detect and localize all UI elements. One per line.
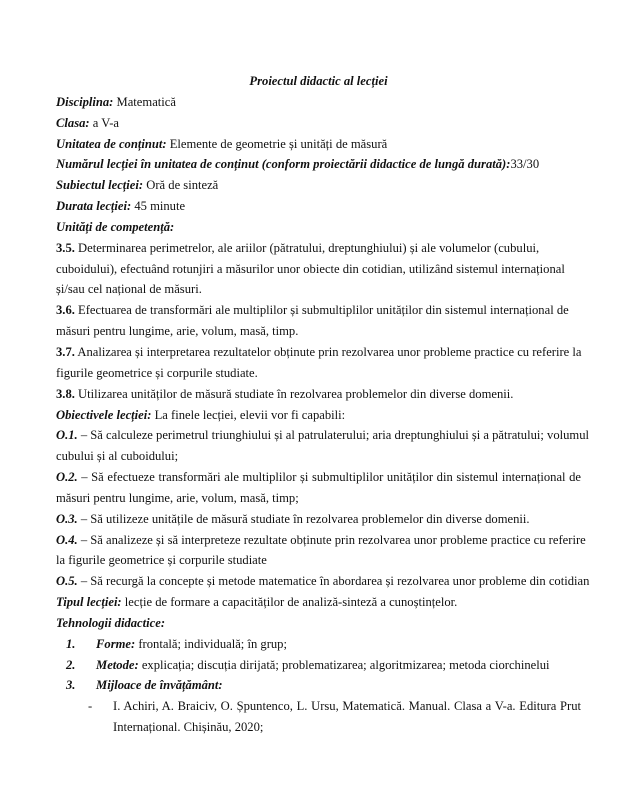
competente-text: Analizarea și interpretarea rezultatelor obținute prin rezolvarea unor probleme practice cu referire la xyxy=(74,344,582,359)
document-page xyxy=(56,71,590,738)
competente-heading: Unități de competență: xyxy=(56,219,175,234)
competente-text: cuboidului), efectuând rotunjiri a măsurilor unor obiecte din cotidian, utilizând sistemul internațional xyxy=(56,261,565,276)
field-value: a V-a xyxy=(89,115,119,130)
field-5 xyxy=(56,196,581,217)
document-title: Proiectul didactic al lecției xyxy=(249,74,388,88)
competente-number: 3.5. xyxy=(56,240,75,255)
field-value: 45 minute xyxy=(131,199,186,214)
competente-item-2-line-1 xyxy=(56,363,581,384)
item-label: Metode: xyxy=(96,657,139,672)
list-number: 3. xyxy=(66,678,76,693)
obiective-number: O.5. xyxy=(56,574,78,589)
obiective-text: – Să recurgă la concepte și metode matematice în abordarea și rezolvarea unor probleme din cotidian xyxy=(77,574,590,589)
field-1 xyxy=(56,113,581,134)
field-2 xyxy=(56,134,581,155)
item-label: Mijloace de învățământ: xyxy=(96,678,223,693)
item-label: Forme: xyxy=(96,636,136,651)
competente-text: și/sau cel național de măsuri. xyxy=(56,282,202,297)
field-value: Elemente de geometrie și unități de măsură xyxy=(166,136,388,151)
competente-item-3-line-0 xyxy=(56,384,581,405)
field-3 xyxy=(56,154,581,175)
obiective-text: – Să utilizeze unitățile de măsură studiate în rezolvarea problemelor din diverse domenii. xyxy=(77,511,530,526)
obiective-number: O.3. xyxy=(56,511,78,526)
list-number: 2. xyxy=(66,657,76,672)
competente-number: 3.7. xyxy=(56,344,75,359)
obiective-item-1-line-1 xyxy=(56,488,581,509)
obiective-number: O.1. xyxy=(56,428,78,443)
obiective-text: măsuri pentru lungime, arie, volum, masă, timp; xyxy=(56,490,299,505)
item-value: explicația; discuția dirijată; problematizarea; algoritmizarea; metoda ciorchinelui xyxy=(138,657,550,672)
obiective-item-1-line-0 xyxy=(56,467,581,488)
competente-number: 3.8. xyxy=(56,386,75,401)
obiective-item-0-line-0 xyxy=(56,425,590,446)
competente-item-0-line-0 xyxy=(56,238,581,259)
field-4 xyxy=(56,175,581,196)
list-number: 1. xyxy=(66,636,76,651)
obiective-text: – Să calculeze perimetrul triunghiului și al patrulaterului; aria dreptunghiului și a pătratului; volumul xyxy=(77,428,590,443)
obiective-item-3-line-1 xyxy=(56,550,581,571)
competente-text: măsuri pentru lungime, arie, volum, masă, timp. xyxy=(56,324,299,339)
competente-item-2-line-0 xyxy=(56,342,581,363)
tehnologii-item-0 xyxy=(56,634,581,655)
field-label: Clasa: xyxy=(56,115,90,130)
tipul-lectiei: Tipul lecției: lecție de formare a capacităților de analiză-sinteză a cunoștințelor. xyxy=(56,595,458,610)
field-value: Oră de sinteză xyxy=(143,178,219,193)
tehnologii-item-2 xyxy=(56,675,581,696)
competente-item-0-line-2 xyxy=(56,279,581,300)
tehnologii-heading: Tehnologii didactice: xyxy=(56,615,166,630)
item-value: frontală; individuală; în grup; xyxy=(135,636,287,651)
field-label: Subiectul lecției: xyxy=(56,178,144,193)
obiective-text: la figurile geometrice și corpurile studiate xyxy=(56,553,267,568)
competente-item-1-line-1 xyxy=(56,321,581,342)
obiective-item-3-line-0 xyxy=(56,530,586,551)
field-0 xyxy=(56,92,581,113)
field-label: Disciplina: xyxy=(56,94,114,109)
reference-line-1: - I. Achiri, A. Braiciv, O. Șpuntenco, L. Ursu, Matematică. Manual. Clasa a V-a. Editura Prut xyxy=(88,699,581,714)
competente-item-1-line-0 xyxy=(56,300,581,321)
obiective-item-0-line-1 xyxy=(56,446,581,467)
competente-text: Utilizarea unităților de măsură studiate în rezolvarea problemelor din diverse domenii. xyxy=(74,386,514,401)
field-value: 33/30 xyxy=(510,157,540,172)
field-value: Matematică xyxy=(113,94,176,109)
field-label: Numărul lecției în unitatea de conținut (conform proiectării didactice de lungă durată): xyxy=(56,157,511,172)
field-label: Unitatea de conținut: xyxy=(56,136,167,151)
obiective-item-2-line-0 xyxy=(56,509,581,530)
competente-text: Efectuarea de transformări ale multiplilor și submultiplilor unităților din sistemul internațional de xyxy=(74,303,569,318)
obiective-number: O.4. xyxy=(56,532,78,547)
obiective-item-4-line-0 xyxy=(56,571,590,592)
tehnologii-item-1 xyxy=(56,655,581,676)
obiective-text: cubului și al cuboidului; xyxy=(56,449,179,464)
obiective-text: – Să efectueze transformări ale multiplilor și submultiplilor unităților din sistemul internațional de xyxy=(77,470,581,485)
competente-text: Determinarea perimetrelor, ale ariilor (pătratului, dreptunghiului) și ale volumelor (cubului, xyxy=(74,240,540,255)
obiective-heading: Obiectivele lecției: La finele lecției, elevii vor fi capabili: xyxy=(56,407,346,422)
competente-item-0-line-1 xyxy=(56,259,581,280)
obiective-text: – Să analizeze și să interpreteze rezultate obținute prin rezolvarea unor probleme practice cu referire xyxy=(77,532,586,547)
competente-number: 3.6. xyxy=(56,303,75,318)
obiective-number: O.2. xyxy=(56,470,78,485)
competente-text: figurile geometrice și corpurile studiate. xyxy=(56,365,258,380)
reference-line-2: Internațional. Chișinău, 2020; xyxy=(113,720,264,735)
field-label: Durata lecției: xyxy=(56,199,132,214)
